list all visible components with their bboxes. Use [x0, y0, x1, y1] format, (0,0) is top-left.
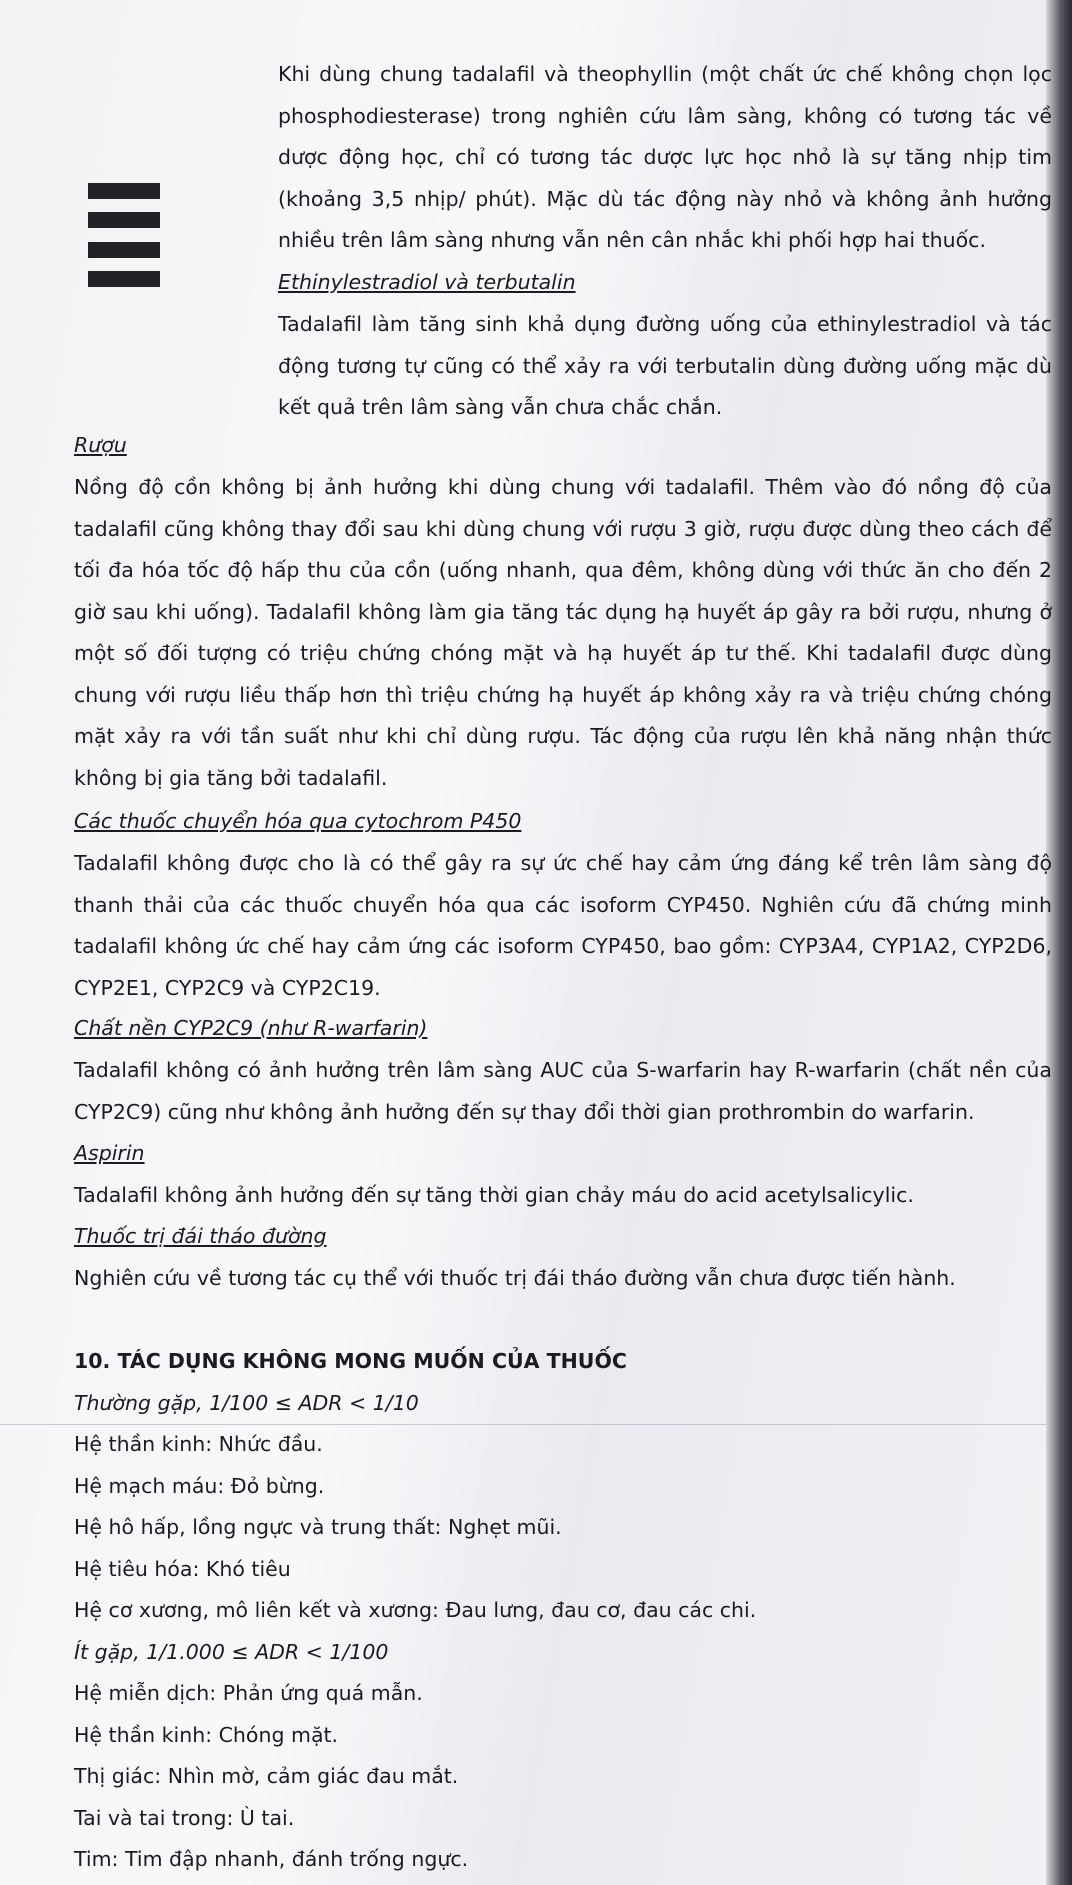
- adverse-effect-item: Hệ mạch máu: Đỏ bừng.: [74, 1474, 325, 1498]
- adverse-effect-item: Hệ tiêu hóa: Khó tiêu: [74, 1557, 291, 1581]
- ethinyl-heading: Ethinylestradiol và terbutalin: [278, 270, 576, 294]
- diabetes-paragraph: Nghiên cứu về tương tác cụ thể với thuốc trị đái tháo đường vẫn chưa được tiến hành.: [74, 1266, 956, 1290]
- adverse-effect-item: Tai và tai trong: Ù tai.: [74, 1806, 295, 1830]
- common-frequency-label: Thường gặp, 1/100 ≤ ADR < 1/10: [74, 1391, 419, 1415]
- section-10-title: 10. TÁC DỤNG KHÔNG MONG MUỐN CỦA THUỐC: [74, 1349, 627, 1373]
- adverse-effect-item: Thị giác: Nhìn mờ, cảm giác đau mắt.: [74, 1764, 459, 1788]
- cyp450-heading: Các thuốc chuyển hóa qua cytochrom P450: [74, 809, 522, 833]
- black-bar-marker: [88, 271, 160, 287]
- cyp450-paragraph: Tadalafil không được cho là có thể gây ra sự ức chế hay cảm ứng đáng kể trên lâm sàng độ thanh thải của các thuốc chuyển hóa qua các isoform CYP450. Nghiên cứu đã chứng minh tadalafil không ức chế hay cảm ứng các isoform CYP450, bao gồm: CYP3A4, CYP1A2, CYP2D6, CYP2E1, CYP2C9 và CYP2C19.: [74, 851, 1052, 1000]
- diabetes-heading: Thuốc trị đái tháo đường: [74, 1224, 327, 1248]
- adverse-effect-item: Hệ thần kinh: Chóng mặt.: [74, 1723, 339, 1747]
- adverse-effect-item: Hệ hô hấp, lồng ngực và trung thất: Nghẹt mũi.: [74, 1515, 562, 1539]
- black-bar-marker: [88, 212, 160, 228]
- ruou-heading: Rượu: [74, 433, 127, 457]
- adverse-effect-item: Hệ thần kinh: Nhức đầu.: [74, 1432, 323, 1456]
- aspirin-heading: Aspirin: [74, 1141, 145, 1165]
- black-bar-marker: [88, 183, 160, 199]
- ethinyl-paragraph: Tadalafil làm tăng sinh khả dụng đường uống của ethinylestradiol và tác động tương tự cũng có thể xảy ra với terbutalin dùng đường uống mặc dù kết quả trên lâm sàng vẫn chưa chắc chắn.: [278, 312, 1052, 419]
- uncommon-frequency-label: Ít gặp, 1/1.000 ≤ ADR < 1/100: [74, 1640, 389, 1664]
- adverse-effect-item: Hệ miễn dịch: Phản ứng quá mẫn.: [74, 1681, 423, 1705]
- black-bar-marker: [88, 242, 160, 258]
- adverse-effect-item: Tim: Tim đập nhanh, đánh trống ngực.: [74, 1847, 469, 1871]
- cyp2c9-heading: Chất nền CYP2C9 (như R-warfarin): [74, 1016, 428, 1040]
- aspirin-paragraph: Tadalafil không ảnh hưởng đến sự tăng thời gian chảy máu do acid acetylsalicylic.: [74, 1183, 914, 1207]
- theophyllin-paragraph: Khi dùng chung tadalafil và theophyllin (một chất ức chế không chọn lọc phosphodiesterase) trong nghiên cứu lâm sàng, không có tương tác về dược động học, chỉ có tương tác dược lực học nhỏ là sự tăng nhịp tim (khoảng 3,5 nhịp/ phút). Mặc dù tác động này nhỏ và không ảnh hưởng nhiều trên lâm sàng nhưng vẫn nên cân nhắc khi phối hợp hai thuốc.: [278, 62, 1052, 252]
- cyp2c9-paragraph: Tadalafil không có ảnh hưởng trên lâm sàng AUC của S-warfarin hay R-warfarin (chất nền của CYP2C9) cũng như không ảnh hưởng đến sự thay đổi thời gian prothrombin do warfarin.: [74, 1058, 1052, 1124]
- ruou-paragraph: Nồng độ cồn không bị ảnh hưởng khi dùng chung với tadalafil. Thêm vào đó nồng độ của tadalafil cũng không thay đổi sau khi dùng chung với rượu 3 giờ, rượu được dùng theo cách để tối đa hóa tốc độ hấp thu của cồn (uống nhanh, qua đêm, không dùng với thức ăn cho đến 2 giờ sau khi uống). Tadalafil không làm gia tăng tác dụng hạ huyết áp gây ra bởi rượu, nhưng ở một số đối tượng có triệu chứng chóng mặt và hạ huyết áp tư thế. Khi tadalafil được dùng chung với rượu liều thấp hơn thì triệu chứng hạ huyết áp không xảy ra và triệu chứng chóng mặt xảy ra với tần suất như khi chỉ dùng rượu. Tác động của rượu lên khả năng nhận thức không bị gia tăng bởi tadalafil.: [74, 475, 1052, 790]
- adverse-effect-item: Hệ cơ xương, mô liên kết và xương: Đau lưng, đau cơ, đau các chi.: [74, 1598, 757, 1622]
